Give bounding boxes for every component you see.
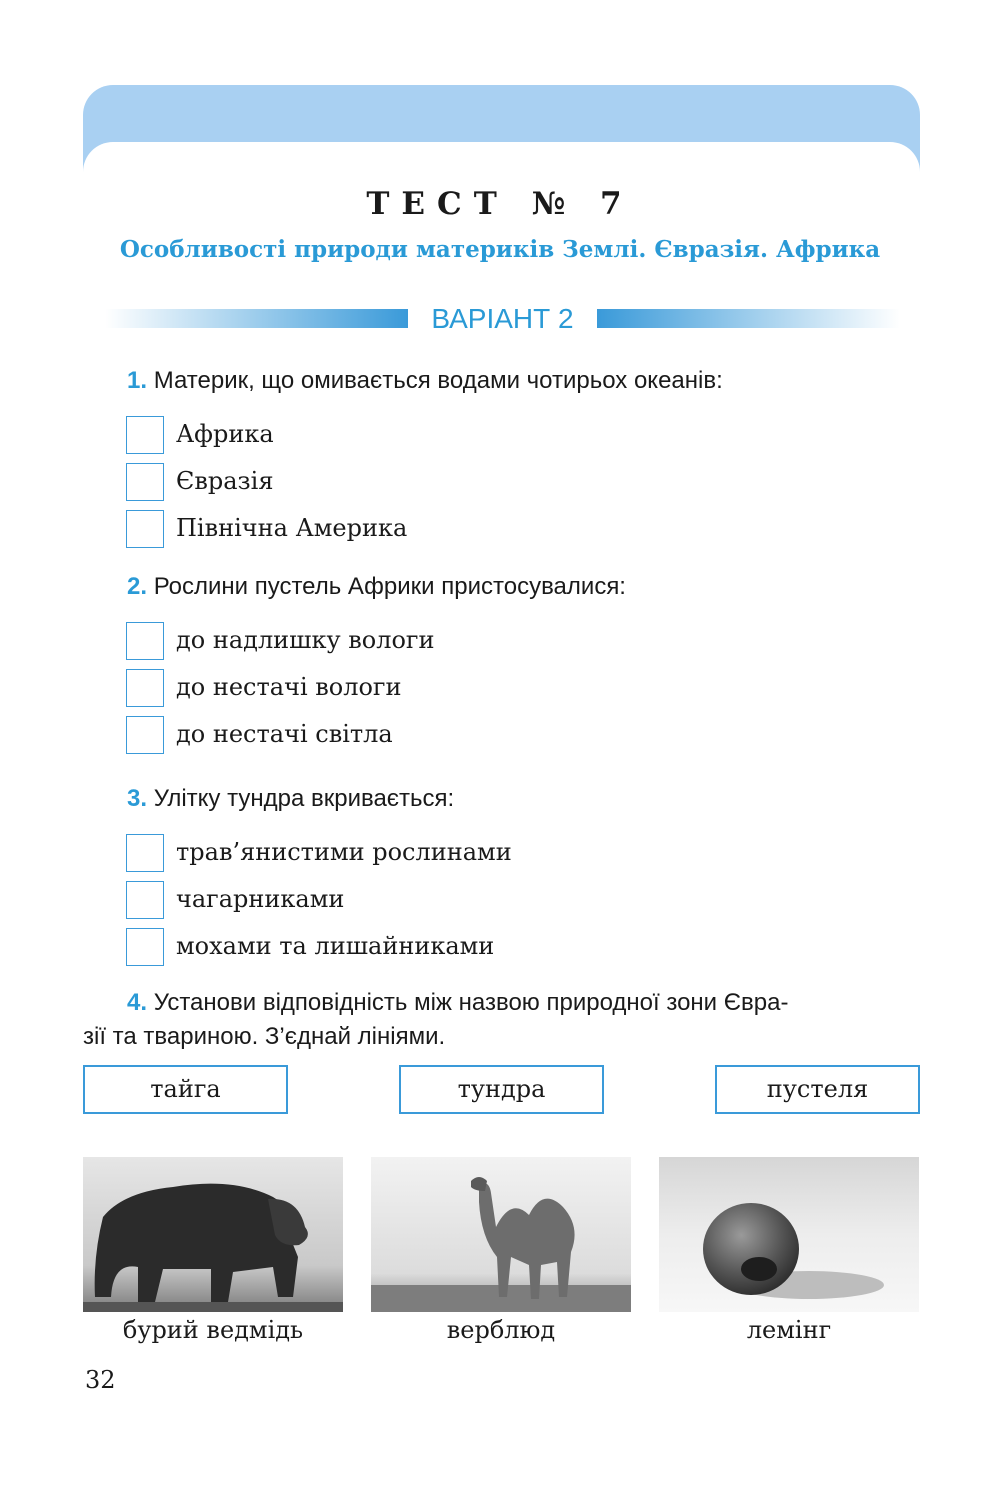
option-label: Африка (176, 420, 274, 448)
question-number: 3. (127, 785, 148, 812)
checkbox[interactable] (126, 928, 164, 966)
option-label: до нестачі вологи (176, 673, 402, 701)
zone-box-tundra[interactable]: тундра (399, 1065, 604, 1114)
zone-box-desert[interactable]: пустеля (715, 1065, 920, 1114)
checkbox[interactable] (126, 881, 164, 919)
zone-box-taiga[interactable]: тайга (83, 1065, 288, 1114)
checkbox[interactable] (126, 834, 164, 872)
variant-bar-left (105, 309, 408, 328)
checkbox[interactable] (126, 669, 164, 707)
checkbox[interactable] (126, 622, 164, 660)
question-text-line1: Установи відповідність між назвою природної зони Євра- (153, 989, 789, 1016)
question-number: 2. (127, 573, 148, 600)
variant-label: ВАРІАНТ 2 (431, 303, 574, 334)
option-label: до надлишку вологи (176, 626, 435, 654)
option-label: Євразія (176, 467, 274, 495)
checkbox[interactable] (126, 463, 164, 501)
option-label: Північна Америка (176, 514, 408, 542)
test-subtitle: Особливості природи материків Землі. Євразія. Африка (119, 236, 881, 263)
lemming-photo[interactable] (659, 1157, 919, 1312)
checkbox[interactable] (126, 416, 164, 454)
option-label: трав’янистими рослинами (176, 838, 512, 866)
page-number: 32 (85, 1366, 116, 1394)
brown-bear-photo[interactable] (83, 1157, 343, 1312)
question-text: Улітку тундра вкривається: (153, 785, 455, 812)
question-2 (127, 573, 626, 601)
camel-photo[interactable] (371, 1157, 631, 1312)
checkbox[interactable] (126, 716, 164, 754)
option-label: до нестачі світла (176, 720, 393, 748)
question-1 (127, 367, 723, 395)
question-text-line2: зії та твариною. З’єднай лініями. (83, 1023, 446, 1050)
animal-label-lemming: лемінг (746, 1316, 832, 1344)
option-label: чагарниками (176, 885, 345, 913)
variant-banner (105, 302, 900, 336)
variant-bar-right (597, 309, 900, 328)
question-text: Материк, що омивається водами чотирьох океанів: (153, 367, 723, 394)
question-3 (127, 785, 454, 813)
animal-label-bear: бурий ведмідь (122, 1316, 304, 1344)
test-title: ТЕСТ № 7 (366, 186, 634, 222)
question-number: 4. (127, 989, 148, 1016)
animal-label-camel: верблюд (446, 1316, 556, 1344)
checkbox[interactable] (126, 510, 164, 548)
question-number: 1. (127, 367, 148, 394)
question-4 (83, 986, 923, 1054)
option-label: мохами та лишайниками (176, 932, 495, 960)
question-text: Рослини пустель Африки пристосувалися: (153, 573, 626, 600)
